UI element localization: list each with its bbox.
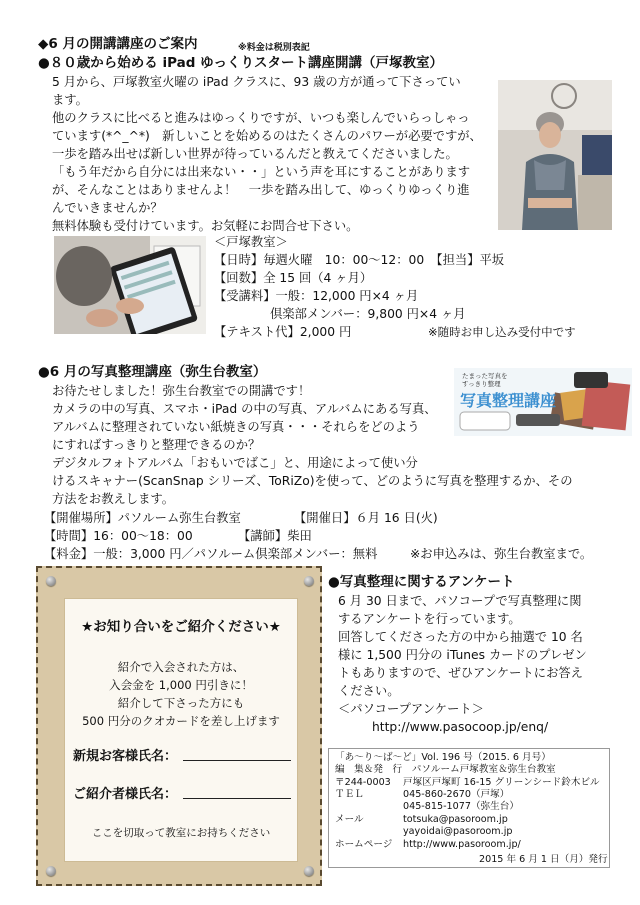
photo-body-line: にすればすっきりと整理できるのか？ bbox=[52, 438, 261, 452]
ipad-body-line: ています(*^_^*) 新しいことを始めるのはたくさんのパワーが必要ですが、 bbox=[52, 129, 482, 143]
new-customer-label: 新規お客様氏名： bbox=[73, 749, 178, 764]
tax-note: ※料金は税別表記 bbox=[238, 43, 310, 53]
photo-course-fee: 【料金】一般：3,000 円／パソルーム倶楽部メンバー：無料 bbox=[44, 547, 378, 561]
photo-body-line: デジタルフォトアルバム「おもいでばこ」と、用途によって使い分 bbox=[52, 456, 418, 470]
survey-body-line: ＜パソコープアンケート＞ bbox=[338, 702, 484, 716]
coupon-footer: ここを切取って教室にお持ちください bbox=[91, 827, 271, 839]
pin-icon bbox=[46, 866, 56, 876]
web-link[interactable]: http://www.pasoroom.jp/ bbox=[403, 839, 521, 850]
survey-body-line: 回答してくださった方の中から抽選で 10 名 bbox=[338, 630, 583, 644]
photo-course-venue: 【開催場所】パソルーム弥生台教室 bbox=[44, 511, 241, 525]
postal-code: 〒244-0003 bbox=[335, 777, 391, 788]
pin-icon bbox=[304, 866, 314, 876]
photo-body-line: 方法をお教えします。 bbox=[52, 492, 174, 506]
ipad-detail-sessions: 【回数】全 15 回（4 ヶ月） bbox=[214, 271, 373, 285]
survey-body-line: ください。 bbox=[338, 684, 400, 698]
referrer-name-line[interactable] bbox=[183, 798, 291, 799]
photo-body-line: カメラの中の写真、スマホ・iPad の中の写真、アルバムにある写真、 bbox=[52, 402, 437, 416]
photo-course-apply: ※お申込みは、弥生台教室まで。 bbox=[410, 547, 593, 561]
coupon-line: 500 円分のクオカードを差し上げます bbox=[82, 714, 280, 728]
pin-icon bbox=[46, 576, 56, 586]
banner-title: 写真整理講座 bbox=[460, 391, 557, 410]
mail-totsuka[interactable]: totsuka@pasoroom.jp bbox=[403, 814, 508, 825]
referral-coupon bbox=[36, 566, 322, 886]
ipad-detail-fee-general: 【受講料】一般：12,000 円×4 ヶ月 bbox=[214, 289, 419, 303]
coupon-title: ★お知り合いをご紹介ください★ bbox=[81, 619, 281, 635]
ipad-body-line: 無料体験も受付けています。お気軽にお問合せ下さい。 bbox=[52, 219, 359, 233]
ipad-detail-text-fee: 【テキスト代】2,000 円 bbox=[214, 325, 352, 339]
tel-yayoidai: 045-815-1077（弥生台） bbox=[403, 801, 519, 812]
coupon-line: 紹介して下さった方にも bbox=[117, 696, 245, 710]
page-title: ◆6 月の開講講座のご案内 bbox=[38, 36, 198, 52]
survey-body-line: トもありますので、ぜひアンケートにお答え bbox=[338, 666, 583, 680]
banner-subtitle: たまった写真を すっきり整理 bbox=[462, 372, 508, 388]
coupon-line: 入会金を 1,000 円引きに！ bbox=[109, 678, 253, 692]
ipad-body-line: 他のクラスに比べると進みはゆっくりですが、いつも楽しんでいらっしゃっ bbox=[52, 111, 470, 125]
ipad-apply-note: ※随時お申し込み受付中です bbox=[428, 325, 576, 339]
survey-body-line: するアンケートを行っています。 bbox=[338, 612, 521, 626]
address: 戸塚区戸塚町 16-15 グリーンシード鈴木ビル bbox=[403, 777, 600, 788]
photo-course-title: ●6 月の写真整理講座（弥生台教室） bbox=[38, 364, 267, 380]
coupon-card bbox=[64, 598, 298, 862]
published-date: 2015 年 6 月 1 日（月）発行 bbox=[479, 854, 608, 865]
colophon-box bbox=[328, 748, 610, 868]
tel-totsuka: 045-860-2670（戸塚） bbox=[403, 789, 510, 800]
referrer-label: ご紹介者様氏名： bbox=[73, 787, 178, 802]
classroom-photo bbox=[498, 80, 612, 230]
survey-url[interactable]: http://www.pasocoop.jp/enq/ bbox=[372, 720, 549, 734]
survey-body-line: 様に 1,500 円分の iTunes カードのプレゼン bbox=[338, 648, 587, 662]
issue-info: 「あ～り～ば～ど」Vol. 196 号（2015. 6 月号） bbox=[335, 752, 551, 763]
ipad-detail-fee-member: 倶楽部メンバー：9,800 円×4 ヶ月 bbox=[270, 307, 466, 321]
survey-title: ●写真整理に関するアンケート bbox=[328, 574, 515, 590]
photo-body-line: けるスキャナー(ScanSnap シリーズ、ToRiZo)を使って、どのように写真を整理するか、その bbox=[52, 474, 573, 488]
ipad-body-line: んでいきませんか？ bbox=[52, 201, 163, 215]
editor-info: 編 集＆発 行 パソルーム戸塚教室＆弥生台教室 bbox=[335, 764, 556, 775]
pin-icon bbox=[304, 576, 314, 586]
ipad-detail-classroom: ＜戸塚教室＞ bbox=[214, 235, 288, 249]
photo-body-line: お待たせしました！弥生台教室での開講です！ bbox=[52, 384, 311, 398]
ipad-body-line: 一歩を踏み出せば新しい世界が待っているんだと教えてくださいました。 bbox=[52, 147, 458, 161]
photo-course-banner bbox=[454, 368, 632, 436]
photo-course-date: 【開催日】６月 16 日(火) bbox=[294, 511, 438, 525]
mail-yayoidai[interactable]: yayoidai@pasoroom.jp bbox=[403, 826, 513, 837]
ipad-body-line: が、そんなことはありませんよ！ 一歩を踏み出して、ゆっくりゆっくり進 bbox=[52, 183, 470, 197]
ipad-detail-schedule: 【日時】毎週火曜 10：00～12：00 【担当】平坂 bbox=[214, 253, 505, 267]
new-customer-name-line[interactable] bbox=[183, 760, 291, 761]
ipad-body-line: 5 月から、戸塚教室火曜の iPad クラスに、93 歳の方が通って下さってい bbox=[52, 75, 461, 89]
survey-body-line: 6 月 30 日まで、パソコープで写真整理に関 bbox=[338, 594, 582, 608]
ipad-body-line: 「もう年だから自分には出来ない・・」という声を耳にすることがあります bbox=[52, 165, 471, 179]
photo-course-teacher: 【講師】柴田 bbox=[238, 529, 312, 543]
web-label: ホームページ bbox=[335, 839, 393, 850]
photo-body-line: アルバムに整理されていない紙焼きの写真・・・それらをどのよう bbox=[52, 420, 420, 434]
ipad-body-line: ます。 bbox=[52, 93, 88, 107]
ipad-course-title: ●８０歳から始める iPad ゆっくりスタート講座開講（戸塚教室） bbox=[38, 55, 443, 71]
ipad-hands-photo bbox=[54, 236, 206, 334]
tel-label: ＴＥＬ bbox=[335, 789, 364, 800]
mail-label: メール bbox=[335, 814, 364, 825]
coupon-line: 紹介で入会された方は、 bbox=[117, 660, 245, 674]
photo-course-time: 【時間】16：00～18：00 bbox=[44, 529, 193, 543]
